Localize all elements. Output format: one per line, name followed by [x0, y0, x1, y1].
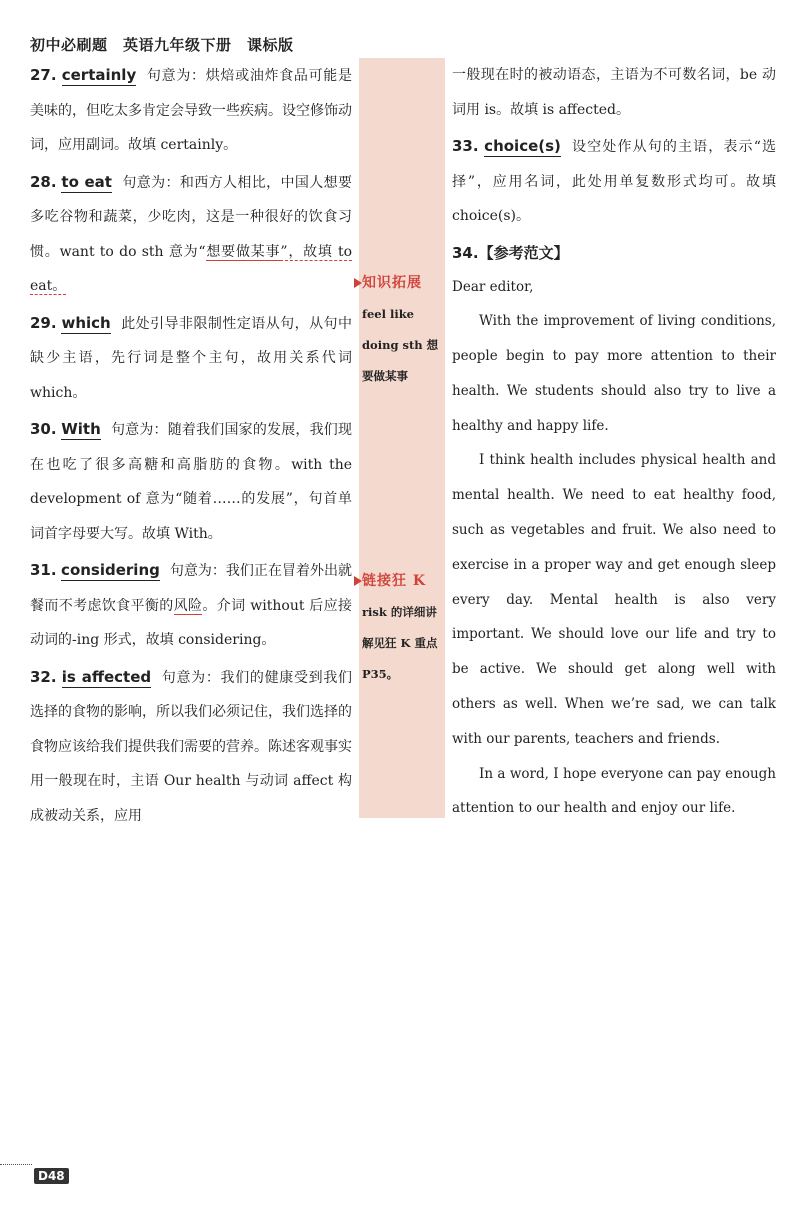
note-body: risk 的详细讲解见狂 K 重点 P35。 — [362, 605, 438, 681]
explanation: 此处引导非限制性定语从句，从句中缺少主语，先行词是整个主句，故用关系代词 which。 — [30, 315, 352, 401]
answer: which — [61, 313, 111, 332]
answer: certainly — [61, 66, 137, 84]
book-header: 初中必刷题 英语九年级下册 课标版 — [30, 36, 294, 54]
explanation: 句意为：我们的健康受到我们选择的食物的影响，所以我们必须记住，我们选择的食物应该给我们提供我们需要的营养。陈述客观事实用一般现在时，主语 Our health 与动词 affect 构成被动关系，应用 — [30, 669, 353, 824]
explanation: 句意为：我们正在冒着外出就餐而不考虑饮食平衡的 — [30, 563, 353, 614]
answer: to eat — [61, 172, 112, 191]
question-27 — [30, 58, 352, 163]
underlined-phrase: 想要做某事 — [205, 243, 281, 260]
essay-heading: 34.【参考范文】 — [452, 243, 569, 262]
underlined-phrase: 风险 — [173, 597, 203, 614]
answer: With — [61, 420, 101, 438]
question-number: 32. — [30, 667, 57, 686]
question-30 — [30, 412, 352, 551]
question-number: 29. — [30, 313, 57, 332]
page-edge-dots — [0, 1164, 32, 1165]
answer: considering — [61, 561, 160, 579]
question-number: 31. — [30, 561, 57, 579]
question-29 — [30, 306, 352, 411]
question-number: 33. — [452, 137, 479, 155]
question-28 — [30, 165, 352, 304]
question-31 — [30, 553, 352, 658]
answer: is affected — [61, 667, 152, 686]
essay-salutation: Dear editor, — [452, 278, 534, 295]
essay-paragraph: In a word, I hope everyone can pay enough attention to our health and enjoy our life. — [452, 765, 776, 817]
explanation: 句意为：和西方人相比，中国人想要多吃谷物和蔬菜，少吃肉，这是一种很好的饮食习惯。want to do sth 意为“ — [30, 174, 352, 260]
explanation: 设空处作从句的主语，表示“选择”，应用名词，此处用单复数形式均可。故填 choice(s)。 — [452, 139, 776, 224]
essay-paragraph: With the improvement of living conditions, people begin to pay more attention to their health. We students should also try to live a healthy and happy life. — [452, 313, 776, 434]
note-title: 知识拓展 — [362, 268, 444, 299]
answer: choice(s) — [484, 137, 561, 155]
model-essay — [452, 236, 776, 827]
right-column — [452, 58, 776, 826]
margin-note-knowledge — [362, 268, 444, 392]
question-32-continued: 一般现在时的被动语态，主语为不可数名词，be 动词用 is。故填 is affected。 — [452, 67, 776, 118]
explanation-end: 。介词 without 后应接动词的-ing 形式，故填 considering。 — [30, 597, 353, 648]
explanation: 句意为：烘焙或油炸食品可能是美味的，但吃太多肯定会导致一些疾病。设空修饰动词，应用副词。故填 certainly。 — [30, 68, 353, 153]
question-number: 30. — [30, 420, 57, 438]
note-title: 链接狂 K — [362, 566, 444, 597]
margin-note-strip — [359, 58, 445, 818]
margin-note-link — [362, 566, 444, 690]
question-number: 27. — [30, 66, 57, 84]
question-32 — [30, 660, 352, 834]
essay-paragraph: I think health includes physical health and mental health. We need to eat healthy food, such as vegetables and fruit. We also need to exercise in a proper way and get enough sleep every day. Mental health is also very important. We should love our life and try to be active. We should get along well with others as well. When we’re sad, we can talk with our parents, teachers and friends. — [452, 452, 776, 747]
page-number: D48 — [34, 1168, 69, 1184]
question-33 — [452, 129, 776, 234]
explanation-end: ”，故填 to eat。 — [30, 243, 353, 294]
note-body: feel like doing sth 想要做某事 — [362, 307, 439, 383]
left-column — [30, 58, 352, 835]
question-number: 28. — [30, 172, 57, 191]
explanation: 句意为：随着我们国家的发展，我们现在也吃了很多高糖和高脂肪的食物。with the development of 意为“随着……的发展”，句首单词首字母要大写。故填 With。 — [30, 422, 352, 542]
